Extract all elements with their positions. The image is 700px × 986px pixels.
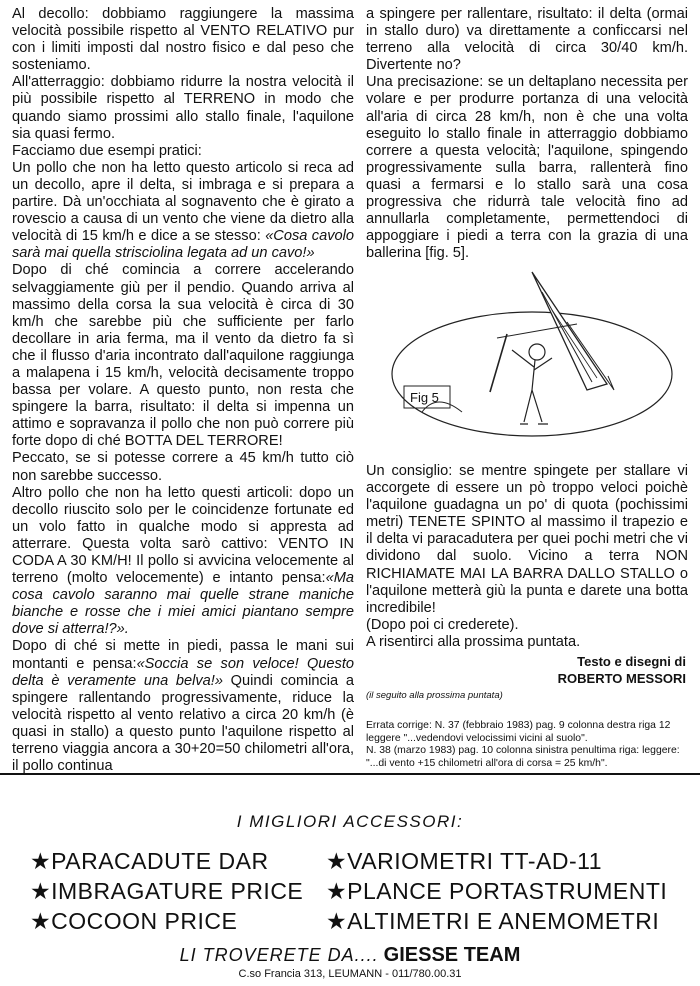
continued-note: (il seguito alla prossima puntata) (366, 690, 503, 701)
article-left-column (12, 6, 354, 775)
ad-title: I MIGLIORI ACCESSORI: (236, 812, 464, 831)
text-run: Un pollo che non ha letto questo articolo si reca ad un decollo, apre il delta, si imbraga e si prepara a partire. Dà un'occhiata al sognavento che è girato a rovescio a causa di un vento che viene da dietro alla velocità di 15 km/h e dice a se stesso: (12, 159, 354, 245)
figure-5-illustration (382, 262, 687, 452)
ad-list-left (30, 846, 303, 936)
ad-footer (0, 944, 700, 967)
paragraph: Una precisazione: se un deltaplano necessita per volare e per produrre portanza di una velocità all'aria di circa 28 km/h, non è che una volta eseguito lo stallo finale in atterraggio dobbiamo correre a questa velocità; l'aquilone, spingendo progressivamente sulla barra, rallenterà fino quasi a fermarsi e lo stallo sarà una cosa progressiva che ridurrà tale velocità fino ad annullarla completamente, permettendoci di appoggiare i piedi a terra con la grazia di una ballerina [fig. 5]. (366, 74, 688, 262)
section-divider (0, 773, 700, 775)
ad-tagline: LI TROVERETE DA.... (179, 945, 379, 965)
paragraph (12, 485, 354, 639)
errata-line: Errata corrige: N. 37 (febbraio 1983) pag. 9 colonna destra riga 12 leggere "...vedendovi velocissimi vicini al suolo". (366, 720, 671, 744)
paragraph: All'atterraggio: dobbiamo ridurre la nostra velocità il più possibile rispetto al TERRENO in modo che quando siamo prossimi allo stallo finale, l'aquilone sia quasi fermo. (12, 74, 354, 142)
author-credit (558, 653, 686, 687)
ad-list-right (326, 846, 667, 936)
ad-item: ★COCOON PRICE (30, 908, 238, 934)
ad-item: ★PARACADUTE DAR (30, 848, 269, 874)
ad-item: ★VARIOMETRI TT-AD-11 (326, 848, 602, 874)
text-run: Dopo di ché si mette in piedi, passa le mani sui montanti e pensa: (12, 638, 354, 672)
paragraph (12, 160, 354, 263)
ad-item: ★ALTIMETRI E ANEMOMETRI (326, 908, 660, 934)
author-name: ROBERTO MESSORI (557, 671, 686, 686)
paragraph: Facciamo due esempi pratici: (12, 142, 202, 159)
figure-label: Fig 5 (410, 390, 439, 405)
italic-quote: «Soccia se son veloce! Questo delta è veramente una belva!» (12, 655, 354, 689)
paragraph: Un consiglio: se mentre spingete per stallare vi accorgete di essere un pò troppo veloci poichè l'aquilone guadagna un po' di quota (pochissimi metri) TENETE SPINTO al massimo il trapezio e il delta vi paracadutera per quei pochi metri che vi dividono dal suolo. Vicino a terra NON RICHIAMATE MAI LA BARRA DALLO STALLO o l'aquilone metterà giù la punta e darete una botta incredibile! (366, 463, 688, 616)
ad-item: ★IMBRAGATURE PRICE (30, 878, 304, 904)
text-run: Altro pollo che non ha letto questi articoli: dopo un decollo riuscito solo per le coincidenze fortunate ed un volo fatto in qualche modo si appresta ad atterrare. Questa volta sarò cattivo: VENTO IN CODA A 30 KM/H! Il pollo si avvicina velocemente al terreno (molto velocemente) e intanto pensa: (12, 484, 354, 587)
brand-name: GIESSE TEAM (383, 944, 521, 966)
italic-quote: «Ma cosa cavolo saranno mai quelle strane maniche bianche e rosse che i miei amici piantano sempre dove si atterra!?». (12, 570, 354, 638)
errata-corrige (366, 720, 688, 770)
paragraph (12, 638, 354, 775)
article-right-column-continued (366, 463, 688, 651)
ad-address: C.so Francia 313, LEUMANN - 011/780.00.31 (238, 968, 462, 980)
paragraph: Peccato, se si potesse correre a 45 km/h tutto ciò non sarebbe successo. (12, 450, 354, 484)
article-right-column (366, 6, 688, 262)
paragraph: Al decollo: dobbiamo raggiungere la massima velocità possibile rispetto al VENTO RELATIVO pur con i limiti imposti dal nostro fisico e dal peso che sosteniamo. (12, 6, 354, 74)
paragraph: A risentirci alla prossima puntata. (366, 633, 581, 650)
hang-glider-drawing (382, 262, 687, 452)
italic-quote: «Cosa cavolo sarà mai quella strisciolina legata ad un cavo!» (12, 228, 354, 262)
text-run: Quindi comincia a spingere rallentando progressivamente, riduce la velocità rispetto al vento relativo a circa 20 km/h (è quasi in stallo) a questo punto l'aquilone rispetto al terreno viaggia ancora a 30+20=50 chilometri all'ora, il pollo continua (12, 672, 354, 775)
paragraph: a spingere per rallentare, risultato: il delta (ormai in stallo duro) va direttamente a conficcarsi nel terreno alla velocità di circa 30/40 km/h. Divertente no? (366, 6, 688, 74)
credit-line: Testo e disegni di (577, 654, 686, 669)
ad-item: ★PLANCE PORTASTRUMENTI (326, 878, 668, 904)
paragraph: (Dopo poi ci crederete). (366, 616, 519, 633)
errata-line: N. 38 (marzo 1983) pag. 10 colonna sinistra penultima riga: leggere: "...di vento +15 chilometri all'ora di corsa = 25 km/h". (366, 745, 680, 769)
paragraph: Dopo di ché comincia a correre accelerando selvaggiamente giù per il pendio. Quando arriva al massimo della corsa la sua velocità è circa di 30 km/h che sarebbe più che sufficiente per farlo decollare in aria ferma, ma il vento da dietro fa sì che il flusso d'aria incontrato dall'aquilone raggiunga a malapena i 15 km/h, velocità decisamente troppo bassa per volare. A questo punto, non resta che spingere la barra, risultato: il delta si impenna un attimo e sopravanza il pollo che non può correre più forte dopo di ché BOTTA DEL TERRORE! (12, 262, 354, 450)
